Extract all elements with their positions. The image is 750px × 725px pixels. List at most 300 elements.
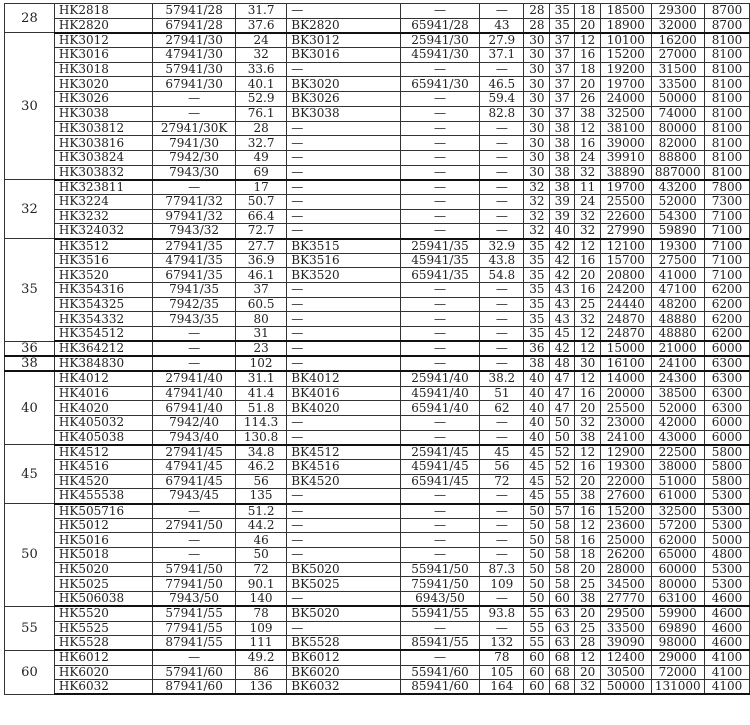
speed-limit-cell: 4800 <box>704 548 749 563</box>
hk-code-cell: 7943/40 <box>153 430 236 445</box>
shaft-diameter-cell: 32 <box>524 180 550 195</box>
shaft-diameter-cell: 35 <box>524 297 550 312</box>
bk-mass-cell: 59.4 <box>480 92 524 107</box>
table-body <box>5 4 750 695</box>
hk-model-cell: HK2820 <box>54 18 152 33</box>
width-cell: 12 <box>575 650 601 665</box>
static-load-cell: 887000 <box>651 165 704 180</box>
hk-code-cell: 57941/60 <box>153 665 236 680</box>
hk-code-cell: — <box>153 341 236 356</box>
width-cell: 24 <box>575 194 601 209</box>
speed-limit-cell: 7100 <box>704 224 749 239</box>
outer-diameter-cell: 38 <box>550 136 575 151</box>
dynamic-load-cell: 25500 <box>601 401 651 416</box>
bk-model-cell: — <box>287 209 401 224</box>
table-row <box>5 489 750 504</box>
hk-code-cell: 7942/35 <box>153 297 236 312</box>
table-row <box>5 401 750 416</box>
table-row <box>5 415 750 430</box>
width-cell: 16 <box>575 253 601 268</box>
bk-mass-cell: 43.8 <box>480 253 524 268</box>
shaft-size-group: 50 <box>5 504 55 607</box>
dynamic-load-cell: 30500 <box>601 665 651 680</box>
outer-diameter-cell: 43 <box>550 312 575 327</box>
dynamic-load-cell: 23600 <box>601 518 651 533</box>
hk-model-cell: HK354332 <box>54 312 152 327</box>
hk-mass-cell: 28 <box>235 121 286 136</box>
speed-limit-cell: 5800 <box>704 474 749 489</box>
bk-model-cell: BK5528 <box>287 636 401 651</box>
speed-limit-cell: 8100 <box>704 106 749 121</box>
hk-code-cell: 7943/32 <box>153 224 236 239</box>
dynamic-load-cell: 20000 <box>601 386 651 401</box>
hk-mass-cell: 114.3 <box>235 415 286 430</box>
hk-mass-cell: 41.4 <box>235 386 286 401</box>
width-cell: 20 <box>575 474 601 489</box>
static-load-cell: 59900 <box>651 606 704 621</box>
outer-diameter-cell: 68 <box>550 680 575 695</box>
static-load-cell: 59890 <box>651 224 704 239</box>
static-load-cell: 31500 <box>651 62 704 77</box>
speed-limit-cell: 4600 <box>704 621 749 636</box>
hk-mass-cell: 31 <box>235 327 286 342</box>
width-cell: 16 <box>575 504 601 519</box>
bk-model-cell: — <box>287 548 401 563</box>
width-cell: 20 <box>575 77 601 92</box>
hk-code-cell: — <box>153 327 236 342</box>
width-cell: 26 <box>575 92 601 107</box>
width-cell: 38 <box>575 592 601 607</box>
table-row <box>5 680 750 695</box>
hk-model-cell: HK5020 <box>54 562 152 577</box>
hk-model-cell: HK3038 <box>54 106 152 121</box>
bk-mass-cell: 132 <box>480 636 524 651</box>
dynamic-load-cell: 38890 <box>601 165 651 180</box>
bk-mass-cell: — <box>480 341 524 356</box>
bk-model-cell: — <box>287 504 401 519</box>
table-row <box>5 209 750 224</box>
shaft-diameter-cell: 38 <box>524 356 550 371</box>
bk-mass-cell: 46.5 <box>480 77 524 92</box>
table-row <box>5 165 750 180</box>
bk-code-cell: — <box>400 180 479 195</box>
shaft-size-group: 60 <box>5 650 55 694</box>
bk-model-cell: BK3026 <box>287 92 401 107</box>
shaft-diameter-cell: 45 <box>524 459 550 474</box>
outer-diameter-cell: 39 <box>550 194 575 209</box>
speed-limit-cell: 6300 <box>704 356 749 371</box>
hk-model-cell: HK4020 <box>54 401 152 416</box>
shaft-diameter-cell: 60 <box>524 665 550 680</box>
hk-model-cell: HK354325 <box>54 297 152 312</box>
hk-code-cell: 7942/30 <box>153 150 236 165</box>
dynamic-load-cell: 15200 <box>601 48 651 63</box>
outer-diameter-cell: 37 <box>550 106 575 121</box>
hk-mass-cell: 40.1 <box>235 77 286 92</box>
bk-mass-cell: — <box>480 430 524 445</box>
static-load-cell: 19300 <box>651 239 704 254</box>
static-load-cell: 27500 <box>651 253 704 268</box>
bk-code-cell: 25941/45 <box>400 445 479 460</box>
shaft-diameter-cell: 30 <box>524 165 550 180</box>
speed-limit-cell: 8100 <box>704 136 749 151</box>
bk-model-cell: BK3515 <box>287 239 401 254</box>
shaft-size-group: 55 <box>5 606 55 650</box>
hk-mass-cell: 102 <box>235 356 286 371</box>
hk-model-cell: HK3232 <box>54 209 152 224</box>
bk-mass-cell: — <box>480 165 524 180</box>
bk-mass-cell: — <box>480 621 524 636</box>
dynamic-load-cell: 14000 <box>601 371 651 386</box>
dynamic-load-cell: 25500 <box>601 194 651 209</box>
hk-model-cell: HK5525 <box>54 621 152 636</box>
bk-mass-cell: — <box>480 297 524 312</box>
static-load-cell: 52000 <box>651 194 704 209</box>
bk-mass-cell: 72 <box>480 474 524 489</box>
hk-mass-cell: 130.8 <box>235 430 286 445</box>
table-row <box>5 283 750 298</box>
static-load-cell: 29000 <box>651 650 704 665</box>
shaft-diameter-cell: 40 <box>524 371 550 386</box>
hk-model-cell: HK3016 <box>54 48 152 63</box>
table-row <box>5 92 750 107</box>
bk-code-cell: — <box>400 415 479 430</box>
hk-mass-cell: 80 <box>235 312 286 327</box>
speed-limit-cell: 5300 <box>704 504 749 519</box>
speed-limit-cell: 6200 <box>704 327 749 342</box>
hk-code-cell: 87941/55 <box>153 636 236 651</box>
hk-model-cell: HK6032 <box>54 680 152 695</box>
static-load-cell: 48880 <box>651 312 704 327</box>
bk-model-cell: BK4520 <box>287 474 401 489</box>
bk-code-cell: 55941/50 <box>400 562 479 577</box>
hk-code-cell: 97941/32 <box>153 209 236 224</box>
bk-code-cell: 55941/60 <box>400 665 479 680</box>
shaft-diameter-cell: 28 <box>524 18 550 33</box>
table-row <box>5 665 750 680</box>
hk-model-cell: HK303832 <box>54 165 152 180</box>
speed-limit-cell: 6300 <box>704 401 749 416</box>
bk-code-cell: — <box>400 121 479 136</box>
outer-diameter-cell: 45 <box>550 327 575 342</box>
outer-diameter-cell: 43 <box>550 297 575 312</box>
bk-mass-cell: — <box>480 356 524 371</box>
table-row <box>5 4 750 19</box>
hk-mass-cell: 31.7 <box>235 4 286 19</box>
hk-model-cell: HK5520 <box>54 606 152 621</box>
outer-diameter-cell: 48 <box>550 356 575 371</box>
static-load-cell: 29300 <box>651 4 704 19</box>
speed-limit-cell: 6300 <box>704 386 749 401</box>
dynamic-load-cell: 19700 <box>601 77 651 92</box>
static-load-cell: 63100 <box>651 592 704 607</box>
bk-mass-cell: 82.8 <box>480 106 524 121</box>
outer-diameter-cell: 52 <box>550 474 575 489</box>
bearing-spec-table <box>4 3 750 695</box>
static-load-cell: 98000 <box>651 636 704 651</box>
hk-mass-cell: 24 <box>235 33 286 48</box>
bk-code-cell: 45941/45 <box>400 459 479 474</box>
bk-model-cell: — <box>287 297 401 312</box>
hk-mass-cell: 23 <box>235 341 286 356</box>
outer-diameter-cell: 63 <box>550 636 575 651</box>
bk-code-cell: — <box>400 650 479 665</box>
speed-limit-cell: 8100 <box>704 150 749 165</box>
shaft-diameter-cell: 55 <box>524 636 550 651</box>
dynamic-load-cell: 29500 <box>601 606 651 621</box>
outer-diameter-cell: 47 <box>550 371 575 386</box>
shaft-diameter-cell: 30 <box>524 92 550 107</box>
bk-code-cell: 25941/40 <box>400 371 479 386</box>
dynamic-load-cell: 25000 <box>601 533 651 548</box>
table-row <box>5 371 750 386</box>
table-row <box>5 459 750 474</box>
width-cell: 38 <box>575 489 601 504</box>
bk-code-cell: — <box>400 209 479 224</box>
hk-code-cell: 67941/28 <box>153 18 236 33</box>
width-cell: 25 <box>575 621 601 636</box>
bk-code-cell: — <box>400 430 479 445</box>
table-row <box>5 62 750 77</box>
bk-model-cell: — <box>287 621 401 636</box>
outer-diameter-cell: 63 <box>550 606 575 621</box>
hk-mass-cell: 32.7 <box>235 136 286 151</box>
bk-mass-cell: — <box>480 136 524 151</box>
shaft-diameter-cell: 30 <box>524 33 550 48</box>
table-row <box>5 577 750 592</box>
bk-model-cell: BK4512 <box>287 445 401 460</box>
dynamic-load-cell: 12900 <box>601 445 651 460</box>
static-load-cell: 21000 <box>651 341 704 356</box>
outer-diameter-cell: 37 <box>550 77 575 92</box>
shaft-size-group: 36 <box>5 341 55 356</box>
hk-model-cell: HK4520 <box>54 474 152 489</box>
dynamic-load-cell: 26200 <box>601 548 651 563</box>
shaft-diameter-cell: 50 <box>524 504 550 519</box>
static-load-cell: 80000 <box>651 577 704 592</box>
hk-mass-cell: 27.7 <box>235 239 286 254</box>
bk-code-cell: — <box>400 4 479 19</box>
bk-code-cell: 25941/35 <box>400 239 479 254</box>
bk-model-cell: BK4012 <box>287 371 401 386</box>
hk-model-cell: HK505716 <box>54 504 152 519</box>
speed-limit-cell: 7800 <box>704 180 749 195</box>
outer-diameter-cell: 40 <box>550 224 575 239</box>
bk-model-cell: — <box>287 430 401 445</box>
table-row <box>5 136 750 151</box>
bk-code-cell: 25941/30 <box>400 33 479 48</box>
width-cell: 20 <box>575 665 601 680</box>
table-row <box>5 474 750 489</box>
static-load-cell: 32500 <box>651 504 704 519</box>
speed-limit-cell: 8100 <box>704 92 749 107</box>
hk-model-cell: HK6012 <box>54 650 152 665</box>
dynamic-load-cell: 27990 <box>601 224 651 239</box>
dynamic-load-cell: 50000 <box>601 680 651 695</box>
hk-model-cell: HK4512 <box>54 445 152 460</box>
hk-code-cell: — <box>153 356 236 371</box>
dynamic-load-cell: 39090 <box>601 636 651 651</box>
bk-code-cell: — <box>400 165 479 180</box>
outer-diameter-cell: 37 <box>550 33 575 48</box>
hk-code-cell: 47941/30 <box>153 48 236 63</box>
bk-mass-cell: — <box>480 504 524 519</box>
outer-diameter-cell: 42 <box>550 341 575 356</box>
speed-limit-cell: 6200 <box>704 297 749 312</box>
width-cell: 32 <box>575 312 601 327</box>
width-cell: 12 <box>575 121 601 136</box>
speed-limit-cell: 5800 <box>704 445 749 460</box>
shaft-diameter-cell: 30 <box>524 62 550 77</box>
hk-mass-cell: 111 <box>235 636 286 651</box>
width-cell: 32 <box>575 224 601 239</box>
bk-model-cell: — <box>287 283 401 298</box>
static-load-cell: 24100 <box>651 356 704 371</box>
hk-model-cell: HK506038 <box>54 592 152 607</box>
hk-mass-cell: 90.1 <box>235 577 286 592</box>
outer-diameter-cell: 52 <box>550 459 575 474</box>
bk-code-cell: — <box>400 136 479 151</box>
static-load-cell: 72000 <box>651 665 704 680</box>
bk-model-cell: BK3020 <box>287 77 401 92</box>
hk-code-cell: — <box>153 548 236 563</box>
shaft-diameter-cell: 32 <box>524 209 550 224</box>
hk-code-cell: 7943/35 <box>153 312 236 327</box>
hk-model-cell: HK5025 <box>54 577 152 592</box>
bk-model-cell: — <box>287 121 401 136</box>
bk-model-cell: BK3038 <box>287 106 401 121</box>
bk-mass-cell: 27.9 <box>480 33 524 48</box>
hk-model-cell: HK3512 <box>54 239 152 254</box>
bk-model-cell: BK3516 <box>287 253 401 268</box>
hk-mass-cell: 31.1 <box>235 371 286 386</box>
static-load-cell: 32000 <box>651 18 704 33</box>
width-cell: 12 <box>575 327 601 342</box>
speed-limit-cell: 8100 <box>704 33 749 48</box>
table-row <box>5 18 750 33</box>
width-cell: 32 <box>575 165 601 180</box>
hk-code-cell: 57941/28 <box>153 4 236 19</box>
hk-code-cell: 7943/50 <box>153 592 236 607</box>
bk-code-cell: 55941/55 <box>400 606 479 621</box>
hk-mass-cell: 50 <box>235 548 286 563</box>
static-load-cell: 69890 <box>651 621 704 636</box>
bk-mass-cell: — <box>480 518 524 533</box>
bk-mass-cell: 32.9 <box>480 239 524 254</box>
width-cell: 16 <box>575 48 601 63</box>
dynamic-load-cell: 27770 <box>601 592 651 607</box>
table-row <box>5 430 750 445</box>
bk-model-cell: — <box>287 194 401 209</box>
table-row <box>5 268 750 283</box>
speed-limit-cell: 7100 <box>704 268 749 283</box>
hk-model-cell: HK3224 <box>54 194 152 209</box>
bk-mass-cell: 38.2 <box>480 371 524 386</box>
bk-mass-cell: 164 <box>480 680 524 695</box>
hk-mass-cell: 51.2 <box>235 504 286 519</box>
bk-mass-cell: — <box>480 194 524 209</box>
table-row <box>5 194 750 209</box>
hk-model-cell: HK354316 <box>54 283 152 298</box>
bk-model-cell: BK6012 <box>287 650 401 665</box>
shaft-diameter-cell: 30 <box>524 136 550 151</box>
width-cell: 16 <box>575 136 601 151</box>
width-cell: 18 <box>575 62 601 77</box>
table-row <box>5 312 750 327</box>
speed-limit-cell: 4600 <box>704 606 749 621</box>
bk-code-cell: — <box>400 62 479 77</box>
shaft-diameter-cell: 28 <box>524 4 550 19</box>
hk-model-cell: HK354512 <box>54 327 152 342</box>
bk-mass-cell: — <box>480 121 524 136</box>
speed-limit-cell: 7100 <box>704 209 749 224</box>
shaft-diameter-cell: 45 <box>524 489 550 504</box>
outer-diameter-cell: 38 <box>550 121 575 136</box>
hk-mass-cell: 56 <box>235 474 286 489</box>
dynamic-load-cell: 22000 <box>601 474 651 489</box>
hk-mass-cell: 86 <box>235 665 286 680</box>
outer-diameter-cell: 58 <box>550 518 575 533</box>
outer-diameter-cell: 58 <box>550 562 575 577</box>
hk-model-cell: HK455538 <box>54 489 152 504</box>
speed-limit-cell: 6000 <box>704 415 749 430</box>
static-load-cell: 131000 <box>651 680 704 695</box>
width-cell: 20 <box>575 562 601 577</box>
bk-code-cell: — <box>400 518 479 533</box>
width-cell: 18 <box>575 548 601 563</box>
static-load-cell: 50000 <box>651 92 704 107</box>
bk-model-cell: BK5020 <box>287 606 401 621</box>
hk-code-cell: 47941/40 <box>153 386 236 401</box>
shaft-size-group: 28 <box>5 4 55 33</box>
bk-mass-cell: 105 <box>480 665 524 680</box>
outer-diameter-cell: 43 <box>550 283 575 298</box>
table-row <box>5 621 750 636</box>
table-row <box>5 121 750 136</box>
dynamic-load-cell: 22600 <box>601 209 651 224</box>
hk-mass-cell: 34.8 <box>235 445 286 460</box>
outer-diameter-cell: 58 <box>550 548 575 563</box>
width-cell: 25 <box>575 577 601 592</box>
hk-code-cell: — <box>153 533 236 548</box>
outer-diameter-cell: 37 <box>550 48 575 63</box>
dynamic-load-cell: 12400 <box>601 650 651 665</box>
shaft-diameter-cell: 55 <box>524 606 550 621</box>
width-cell: 11 <box>575 180 601 195</box>
width-cell: 32 <box>575 680 601 695</box>
dynamic-load-cell: 24870 <box>601 327 651 342</box>
hk-code-cell: 57941/50 <box>153 562 236 577</box>
hk-model-cell: HK3516 <box>54 253 152 268</box>
table-row <box>5 48 750 63</box>
static-load-cell: 48880 <box>651 327 704 342</box>
static-load-cell: 82000 <box>651 136 704 151</box>
shaft-diameter-cell: 30 <box>524 150 550 165</box>
hk-code-cell: 7942/40 <box>153 415 236 430</box>
hk-code-cell: — <box>153 180 236 195</box>
shaft-diameter-cell: 45 <box>524 474 550 489</box>
bk-code-cell: 45941/40 <box>400 386 479 401</box>
bk-mass-cell: 78 <box>480 650 524 665</box>
outer-diameter-cell: 37 <box>550 62 575 77</box>
width-cell: 38 <box>575 430 601 445</box>
bk-code-cell: 85941/60 <box>400 680 479 695</box>
width-cell: 20 <box>575 268 601 283</box>
hk-code-cell: 57941/30 <box>153 62 236 77</box>
outer-diameter-cell: 63 <box>550 621 575 636</box>
bk-model-cell: BK5025 <box>287 577 401 592</box>
hk-code-cell: 67941/45 <box>153 474 236 489</box>
